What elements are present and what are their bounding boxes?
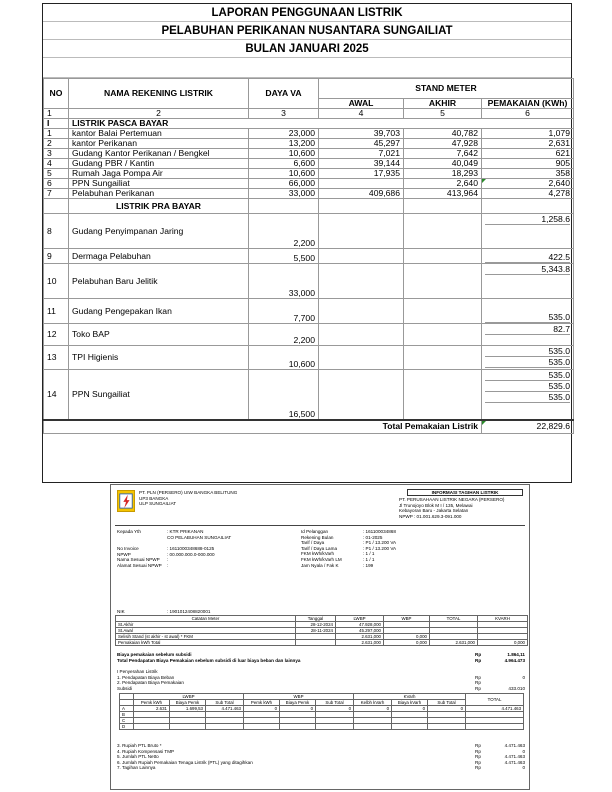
meter-end [404,324,482,346]
pasca-row [44,179,574,189]
field-label: No Invoice [117,546,139,552]
field-label: Alamat Sesuai NPWP [117,562,162,568]
account-name: kantor Balai Pertemuan [69,129,249,139]
meter-cell: 28-12-2024 [296,622,336,628]
col-num: 4 [319,109,404,119]
power-va: 13,200 [249,139,319,149]
power-va: 2,200 [249,214,319,249]
field-label: Jam Nyala / Fak K [301,562,339,568]
currency-label: Rp [475,685,481,691]
power-va: 6,600 [249,159,319,169]
meter-start: 409,686 [319,189,404,199]
detail-cell: 0 [244,706,280,712]
field-value: : 161100034868 [363,529,396,534]
col-num: 6 [482,109,574,119]
power-va: 10,600 [249,346,319,370]
account-name: Gudang Pengepakan Ikan [69,299,249,324]
line-amount: 0 [522,765,525,771]
field-label: FKM kWh/kVarh [301,551,335,557]
meter-end: 18,293 [404,169,482,179]
meter-cell: Pemakaian kWh Total [116,640,296,646]
header-pemakaian: PEMAKAIAN (KWh) [482,99,574,109]
meter-table [115,615,528,646]
line-label: 4. Rupiah Kompensasi TMP [117,748,175,754]
meter-cell: 0,000 [478,640,528,646]
detail-cell [428,724,466,730]
account-name: Pelabuhan Baru Jelitik [69,264,249,299]
currency-label: Rp [475,657,482,663]
detail-header: Pemk kWh [244,700,280,706]
detail-cell [466,724,524,730]
power-va: 10,600 [249,169,319,179]
nik-value: : 1901012408820001 [167,608,211,614]
line-label: Total Pendapatan Biaya Pemakaian sebelum subsidi di luar biaya beban dan lainnya [117,657,301,663]
meter-cell: St.Akhir [116,622,296,628]
col-num: 5 [404,109,482,119]
field-value: : [167,557,169,563]
field-value: : 199 [363,562,374,568]
detail-header: Biaya Pemk [170,700,206,706]
pln-line: PT. PLN (PERSERO) UIW BANGKA BELITUNG [139,490,238,495]
usage-kwh-cell [482,370,574,420]
detail-cell: 0 [392,706,428,712]
meter-row [116,640,528,646]
currency-label: Rp [475,765,481,771]
electricity-usage-report [42,3,572,483]
empty-cell [319,199,404,214]
empty-cell [404,199,482,214]
kepada-label: Kepada Yth [117,529,141,534]
detail-cell: 2.631 [134,706,170,712]
meter-start: 45,297 [319,139,404,149]
meter-start: 39,703 [319,129,404,139]
group-header: LWBP [134,694,244,700]
header-stand-meter: STAND METER [319,79,574,99]
field-value: : P1 / 13.200 VA [363,545,397,551]
field-label: NPWP [117,551,131,557]
line-amount: 0 [522,674,525,680]
meter-cell: Selisih Stand (st akhir - st awal) * FKM [116,634,296,640]
usage-kwh: 2,631 [482,139,574,149]
meter-end: 2,640 [404,179,482,189]
usage-kwh: 535.0 [485,370,570,381]
total-label: Total Pemakaian Listrik [44,420,482,434]
pasca-row [44,169,574,179]
detail-cell: D [120,724,134,730]
power-va: 33,000 [249,264,319,299]
usage-table [43,78,574,434]
header-row [44,79,574,99]
meter-cell [296,640,336,646]
pln-logo-icon [117,490,135,512]
meter-header: KVARH [478,616,528,622]
meter-end: 47,928 [404,139,482,149]
account-name: PPN Sungailiat [69,370,249,420]
penyerahan-block [117,669,525,691]
field-label: FKM kWh/kVarh LM [301,556,342,562]
pasca-row [44,149,574,159]
pra-row [44,346,574,370]
pra-row [44,299,574,324]
usage-kwh-cell [482,214,574,249]
meter-cell: St.Awal [116,628,296,634]
row-number: 9 [44,249,69,264]
usage-kwh: 535.0 [485,381,570,392]
line-label: 7. Tagihan Lainnya [117,765,156,771]
usage-kwh: 535.0 [485,392,570,403]
usage-kwh: 621 [482,149,574,159]
field-value: : 00.000.000.0-000.000 [167,551,215,557]
header-akhir: AKHIR [404,99,482,109]
meter-start: 7,021 [319,149,404,159]
company-line: PT. PERUSAHAAN LISTRIK NEGARA (PERSERO) [399,497,505,502]
line-amount: 4.964.473 [504,657,525,663]
col-num: 2 [69,109,249,119]
detail-cell [354,724,392,730]
power-va: 66,000 [249,179,319,189]
line-label: Subsidi [117,685,133,691]
meter-header: LWBP [336,616,384,622]
empty-cell [249,199,319,214]
section-number [44,199,69,214]
power-va: 16,500 [249,370,319,420]
detail-cell: 4.471.463 [206,706,244,712]
account-name: TPI Higienis [69,346,249,370]
report-title: LAPORAN PENGGUNAAN LISTRIK [43,4,571,22]
meter-start [319,370,404,420]
usage-kwh: 358 [482,169,574,179]
account-name: Toko BAP [69,324,249,346]
group-header: KVarh [354,694,466,700]
company-block [399,497,527,519]
detail-cell: B [120,712,134,718]
detail-cell: 0 [280,706,316,712]
meter-header: WBP [384,616,430,622]
usage-kwh-cell [482,324,574,346]
line-label: 1. Pendapatan Biaya Beban [117,674,175,680]
account-field [301,563,431,569]
currency-label: Rp [475,680,481,686]
pasca-row [44,129,574,139]
biaya-line [117,658,525,664]
meter-start [319,249,404,264]
section-pasca-bayar [44,119,574,129]
usage-kwh: 4,278 [482,189,574,199]
usage-kwh: 2,640 [482,179,574,189]
info-title: INFORMASI TAGIHAN LISTRIK [407,489,523,496]
line-amount: 4.471.463 [504,743,525,748]
line-amount: 1.864,11 [507,652,525,657]
usage-kwh: 82.7 [485,324,570,335]
line-amount: 4.471.463 [504,759,525,765]
detail-header: Kelbh kVarh [354,700,392,706]
currency-label: Rp [475,748,481,754]
total-row [44,420,574,434]
power-va: 23,000 [249,129,319,139]
customer-block [117,529,297,614]
pra-row [44,324,574,346]
meter-start: 39,144 [319,159,404,169]
row-number: 10 [44,264,69,299]
customer-field [117,563,297,569]
detail-cell: 0 [316,706,354,712]
detail-cell [316,724,354,730]
field-value: : [167,562,169,568]
detail-cell [170,724,206,730]
meter-start [319,264,404,299]
meter-cell: 47.928,000 [336,622,384,628]
row-number: 7 [44,189,69,199]
account-name: Gudang Kantor Perikanan / Bengkel [69,149,249,159]
empty-cell [482,199,574,214]
account-name: Pelabuhan Perikanan [69,189,249,199]
line-label: 5. Jumlah PTL Netto [117,754,159,760]
detail-cell [392,724,428,730]
row-number: 4 [44,159,69,169]
usage-kwh-cell [482,249,574,264]
line-label: 2. Pendapatan Biaya Pemakaian [117,680,184,686]
header-daya: DAYA VA [249,79,319,109]
field-label: Rekening Bulan [301,534,334,540]
line-amount: 433.010 [508,685,525,691]
col-num: 1 [44,109,69,119]
meter-cell: 2.631,000 [430,640,478,646]
detail-cell [134,724,170,730]
row-number: 11 [44,299,69,324]
field-label: Id Pelanggan [301,529,329,534]
meter-end [404,346,482,370]
blank-row [43,58,571,78]
report-titles [43,4,571,58]
report-subtitle: PELABUHAN PERIKANAN NUSANTARA SUNGAILIAT [43,22,571,40]
row-number: 14 [44,370,69,420]
total-value: 22,829.6 [482,420,574,434]
usage-kwh: 5,343.8 [485,264,570,275]
detail-cell: 4.471.463 [466,706,524,712]
kepada-value: : KTR PRIKANAN [167,529,204,534]
company-line: NPWP : 01.001.629.3-091.000 [399,513,462,519]
usage-kwh-cell [482,264,574,299]
row-number: 12 [44,324,69,346]
meter-header: Tanggal [296,616,336,622]
power-va: 5,500 [249,249,319,264]
meter-start: 17,935 [319,169,404,179]
biaya-block [117,652,525,663]
pln-line: UP3 BANGKA [139,495,169,501]
account-block [301,529,431,568]
power-va: 33,000 [249,189,319,199]
account-name: PPN Sungailiat [69,179,249,189]
footer-block [117,743,525,771]
power-va: 2,200 [249,324,319,346]
currency-label: Rp [475,674,481,680]
pra-row [44,249,574,264]
field-value: : 1 / 1 [363,551,375,557]
meter-end: 40,782 [404,129,482,139]
detail-cell [244,724,280,730]
meter-start [319,214,404,249]
usage-kwh: 1,258.6 [485,214,570,225]
usage-kwh: 535.0 [485,312,570,323]
field-label: Tarif / Daya [301,540,325,546]
company-line: Jl Trunojoyo Blok M I / 135, Melawai [399,502,473,508]
report-period: BULAN JANUARI 2025 [43,40,571,58]
section-label: LISTRIK PASCA BAYAR [69,119,574,129]
power-va: 10,600 [249,149,319,159]
account-name: Gudang PBR / Kantin [69,159,249,169]
detail-cell: 1.699,53 [170,706,206,712]
detail-cell: C [120,718,134,724]
meter-start [319,299,404,324]
detail-cell [206,724,244,730]
usage-kwh: 535.0 [485,346,570,357]
detail-header: Sub Total [428,700,466,706]
currency-label: Rp [475,754,481,760]
detail-cell: A [120,706,134,712]
row-number: 2 [44,139,69,149]
meter-cell: 45.297,000 [336,628,384,634]
pra-row [44,214,574,249]
meter-end [404,264,482,299]
field-value: : 01-2025 [363,534,383,540]
field-value: : 1611000348688-0125 [167,546,215,552]
meter-end: 413,964 [404,189,482,199]
detail-header: Biaya Pemk [280,700,316,706]
row-number: 1 [44,129,69,139]
nik-label: NIK [117,608,125,614]
header-awal: AWAL [319,99,404,109]
section-pra-bayar [44,199,574,214]
column-number-row [44,109,574,119]
row-number: 5 [44,169,69,179]
line-label: 6. Jumlah Rupiah Pemakaian Tenaga Listrik (PTL) yang ditagihkan [117,759,253,765]
meter-cell: 2.631,000 [336,640,384,646]
pasca-row [44,189,574,199]
meter-end [404,249,482,264]
company-line: Kebayoran Baru - Jakarta Selatan [399,508,469,514]
detail-cell: 0 [428,706,466,712]
pln-office [139,490,237,507]
line-label: 3. Rupiah PTL Bruto * [117,743,162,748]
usage-kwh-cell [482,299,574,324]
meter-header: Catatan Meter [116,616,296,622]
power-va: 7,700 [249,299,319,324]
account-name: Gudang Penyimpanan Jaring [69,214,249,249]
row-number: 13 [44,346,69,370]
detail-table [119,693,524,730]
row-number: 8 [44,214,69,249]
meter-cell: 2.631,000 [336,634,384,640]
meter-cell: 0,000 [384,640,430,646]
detail-header: Sub Total [316,700,354,706]
account-name: Rumah Jaga Pompa Air [69,169,249,179]
row-number: 3 [44,149,69,159]
usage-kwh: 422.5 [485,252,570,263]
meter-end: 7,642 [404,149,482,159]
group-header: TOTAL [466,694,524,706]
currency-label: Rp [475,759,481,765]
usage-kwh: 1,079 [482,129,574,139]
detail-cell: 0 [354,706,392,712]
meter-header: TOTAL [430,616,478,622]
header-nama: NAMA REKENING LISTRIK [69,79,249,109]
line-label: I Penyerahan Listrik [117,669,158,674]
meter-start [319,346,404,370]
header-no: NO [44,79,69,109]
pra-row [44,370,574,420]
usage-kwh-cell [482,346,574,370]
pasca-row [44,139,574,149]
meter-start [319,179,404,189]
meter-end [404,370,482,420]
usage-kwh: 905 [482,159,574,169]
line-label: Biaya pemakaian sebelum subsidi [117,652,192,657]
meter-cell: 0,000 [384,634,430,640]
field-label: Nama Sesuai NPWP [117,557,160,563]
meter-start [319,324,404,346]
group-header: WBP [244,694,354,700]
section-number: I [44,119,69,129]
field-label: Tarif / Daya Lama [301,545,337,551]
pasca-row [44,159,574,169]
line-amount: 0 [522,748,525,754]
currency-label: Rp [475,743,481,748]
col-num: 3 [249,109,319,119]
detail-header: Pemk kWh [134,700,170,706]
section-label: LISTRIK PRA BAYAR [69,199,249,214]
pln-line: ULP SUNGAILIAT [139,501,177,507]
meter-end [404,214,482,249]
line-amount: 4.471.463 [504,754,525,760]
footer-line [117,765,525,771]
row-number: 6 [44,179,69,189]
detail-header: Biaya kVarh [392,700,428,706]
divider [115,525,525,526]
detail-cell [280,724,316,730]
account-name: Dermaga Pelabuhan [69,249,249,264]
meter-cell: 28-11-2024 [296,628,336,634]
currency-label: Rp [475,652,482,657]
meter-end: 40,049 [404,159,482,169]
detail-header: Sub Total [206,700,244,706]
field-value: : 1 / 1 [363,556,375,562]
field-value: : P1 / 13.200 VA [363,540,397,546]
kepada-value-2: CO PELABUHAN SUNGAILIAT [167,534,232,540]
penyerahan-line [117,686,525,692]
meter-end [404,299,482,324]
electricity-bill-image [110,484,530,790]
usage-kwh: 535.0 [485,357,570,368]
detail-row [120,724,524,730]
account-name: kantor Perikanan [69,139,249,149]
pra-row [44,264,574,299]
